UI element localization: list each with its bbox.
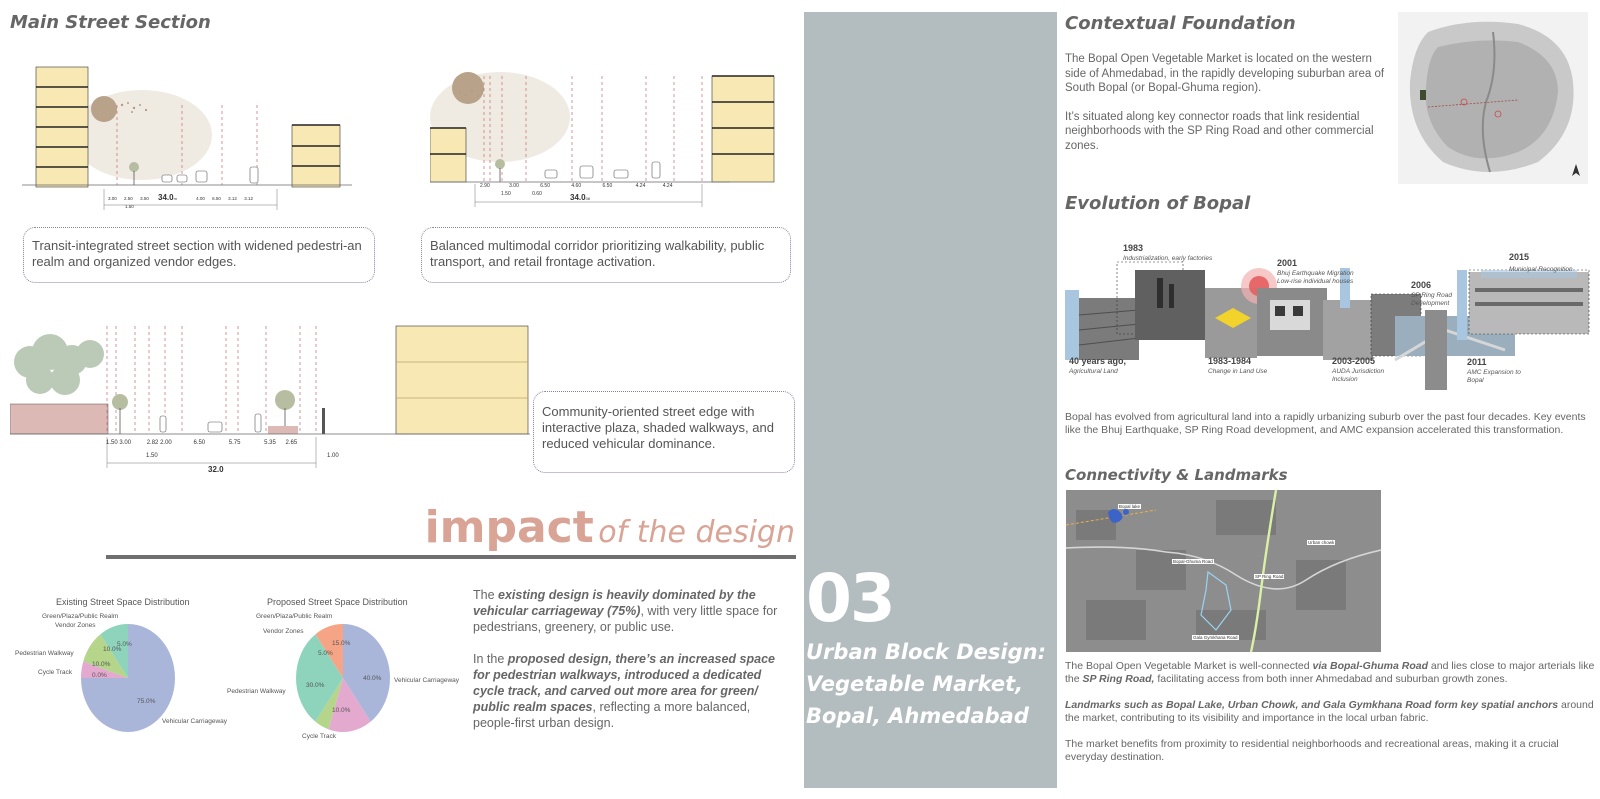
timeline-label-1: Industrialization, early factories	[1123, 255, 1213, 262]
pie-existing-label-ped: Pedestrian Walkway	[15, 650, 74, 657]
connectivity-paragraph-2	[1065, 699, 1595, 725]
dim: 3.50	[140, 196, 149, 201]
section-2-dims	[480, 183, 672, 189]
dim: 2.82	[146, 440, 159, 446]
contextual-heading: Contextual Foundation	[1065, 13, 1296, 34]
dim: 6.50	[540, 183, 550, 189]
main-street-heading: Main Street Section	[10, 12, 211, 33]
dim: 2.65	[285, 440, 298, 446]
emphasis: Landmarks such as Bopal Lake, Urban Chowk, and Gala Gymkhana Road form key spatial anchors	[1065, 699, 1559, 711]
emphasis: existing design is heavily dominated by the vehicular carriageway (75%)	[473, 588, 756, 618]
emphasis: SP Ring Road,	[1082, 673, 1155, 685]
dim: 2.90	[480, 183, 490, 189]
timeline-year-4: 2003-2005	[1332, 356, 1376, 366]
connectivity-text	[1065, 660, 1595, 764]
map-label-gala-gymkhana: Gala Gymkhana Road	[1193, 635, 1238, 640]
impact-heading-big: impact	[424, 502, 594, 553]
pie-existing-pct-cycle: 0.0%	[92, 672, 107, 679]
dim: 4.24	[662, 183, 673, 189]
pie-existing-pct-vehicular: 75.0%	[137, 698, 156, 705]
impact-heading-small: of the design	[598, 515, 795, 550]
pie-existing-label-vehicular: Vehicular Carriageway	[162, 718, 228, 725]
dim: 3.00	[108, 196, 117, 201]
caption-section-1: Transit-integrated street section with widened pedestri-an realm and organized vendor edges.	[23, 227, 375, 283]
dim: 5.35	[264, 440, 276, 446]
timeline-label-6: AMC Expansion to Bopal	[1467, 369, 1521, 384]
pie-existing-pct-vendor: 10.0%	[103, 646, 122, 653]
dim: 6.50	[602, 183, 613, 189]
dim: 5.75	[228, 440, 241, 446]
section-3-total: 32.0	[208, 465, 224, 474]
timeline-label-3: Bhuj Earthquake Migration Low-rise individual houses	[1277, 270, 1354, 285]
pie-proposed-label-vehicular: Vehicular Carriageway	[394, 677, 460, 684]
pie-proposed-label-green: Green/Plaza/Public Realm	[256, 613, 333, 620]
text: , reflecting a more balanced, people-first urban design.	[473, 700, 751, 730]
emphasis: proposed design, there’s an increased space for pedestrian walkways, introduced a dedicated cycle track, and carved out more area for green/ public realm spaces	[473, 652, 775, 714]
dim: 2.50	[124, 196, 133, 201]
evolution-text: Bopal has evolved from agricultural land into a rapidly urbanizing suburb over the past four decades. Key events like the Bhuj Earthquake, SP Ring Road development, and AMC expansion accelerated this transformation.	[1065, 411, 1586, 436]
dim: 6.50	[193, 440, 206, 446]
dim: 6.50	[212, 196, 221, 201]
text: facilitating access from both inner Ahmedabad and suburban growth zones.	[1154, 673, 1508, 685]
pie-existing-label-cycle: Cycle Track	[38, 669, 72, 676]
map-label-bopal-ghuma: Bopal-Ghuma Road	[1173, 559, 1213, 564]
total-value: 34.0	[570, 193, 586, 202]
section-1-dim-small: 1.50	[125, 204, 134, 209]
timeline-label-2: Change in Land Use	[1208, 368, 1268, 375]
impact-paragraph-proposed	[473, 651, 793, 731]
dim: 4.24	[635, 183, 646, 189]
dim: 1.50	[501, 191, 511, 197]
pie-proposed-pct-ped: 30.0%	[306, 682, 325, 689]
text: around the market, contributing to its visibility and importance in the local urban fabric.	[1065, 699, 1594, 724]
evolution-heading: Evolution of Bopal	[1065, 193, 1251, 214]
street-section-3	[10, 322, 540, 472]
timeline-year-5: 2006	[1411, 280, 1432, 290]
timeline-label-5: SP Ring Road Development	[1411, 292, 1452, 307]
impact-paragraph-existing	[473, 587, 793, 635]
section-1-total	[158, 193, 177, 202]
contextual-paragraph-1: The Bopal Open Vegetable Market is located on the western side of Ahmedabad, in the rapidly developing suburban area of South Bopal (or Bopal-Ghuma region).	[1065, 53, 1385, 94]
timeline-year-7: 2015	[1509, 252, 1530, 262]
dim: 1.50	[106, 440, 118, 446]
timeline-year-1: 1983	[1123, 243, 1144, 253]
project-title: Urban Block Design: Vegetable Market, Bopal, Ahmedabad	[806, 640, 1046, 728]
section-2-total	[570, 193, 590, 202]
pie-existing-pct-ped: 10.0%	[92, 661, 111, 668]
connectivity-paragraph-3: The market benefits from proximity to residential neighborhoods and recreational areas, making it a crucial everyday destination.	[1065, 738, 1559, 763]
map-label-urban-chowk: Urban chowk	[1308, 540, 1335, 545]
section-1-dims	[108, 196, 253, 201]
timeline-label-4: AUDA Jurisdiction Inclusion	[1332, 368, 1385, 383]
connectivity-heading: Connectivity & Landmarks	[1065, 466, 1288, 484]
ahmedabad-map	[1398, 12, 1588, 184]
connectivity-map	[1066, 490, 1381, 652]
impact-description	[473, 587, 793, 731]
pie-proposed-title: Proposed Street Space Distribution	[267, 597, 408, 607]
impact-heading	[425, 502, 795, 553]
timeline-label-0: Agricultural Land	[1069, 368, 1118, 375]
section-3-dim-b: 1.00	[327, 453, 339, 459]
pie-proposed-label-ped: Pedestrian Walkway	[227, 688, 286, 695]
pie-existing-label-green: Green/Plaza/Public Realm	[42, 613, 119, 620]
timeline-year-0: 40 years ago,	[1069, 356, 1127, 366]
dim: 3.00	[119, 440, 132, 446]
emphasis: via Bopal-Ghuma Road	[1312, 660, 1428, 672]
pie-proposed-label-vendor: Vendor Zones	[263, 628, 304, 635]
pie-existing-title: Existing Street Space Distribution	[56, 597, 190, 607]
contextual-paragraph-2: It’s situated along key connector roads that link residential neighborhoods with the SP Ring Road and other commercial zones.	[1065, 110, 1374, 152]
caption-section-3: Community-oriented street edge with interactive plaza, shaded walkways, and reduced vehicular dominance.	[533, 391, 795, 473]
section-3-dim-a: 1.50	[146, 453, 158, 459]
text: , with very little space for pedestrians, greenery, or public use.	[473, 604, 778, 634]
street-section-2	[430, 62, 795, 212]
dim: 0.60	[532, 191, 542, 197]
impact-divider	[106, 555, 796, 559]
project-number: 03	[806, 560, 894, 637]
pie-proposed-pct-green: 15.0%	[332, 640, 351, 647]
total-suffix: 08	[585, 196, 591, 201]
text: and lies close to major arterials like the	[1065, 660, 1595, 685]
total-value: 34.0	[158, 193, 174, 202]
caption-section-2: Balanced multimodal corridor prioritizing walkability, public transport, and retail frontage activation.	[421, 227, 791, 283]
map-label-bopal-lake: Bopal lake	[1119, 504, 1141, 509]
pie-proposed-pct-vendor: 5.0%	[318, 650, 333, 657]
connectivity-paragraph-1	[1065, 660, 1595, 686]
section-2-dim-small	[501, 191, 542, 197]
pie-proposed-pct-vehicular: 40.0%	[363, 675, 382, 682]
dim: 2.00	[160, 440, 172, 446]
dim: 3.12	[244, 196, 253, 201]
pie-proposed-pct-cycle: 10.0%	[332, 707, 351, 714]
text: In the	[473, 652, 508, 666]
dim: 4.00	[196, 196, 205, 201]
timeline-year-6: 2011	[1467, 357, 1487, 367]
dim: 3.00	[509, 183, 519, 189]
street-section-1	[22, 55, 362, 215]
dim: 3.12	[228, 196, 237, 201]
contextual-text	[1065, 52, 1395, 153]
section-3-dims	[106, 440, 297, 446]
total-suffix: m	[173, 196, 177, 201]
timeline-year-2: 1983-1984	[1208, 356, 1252, 366]
pie-existing-label-vendor: Vendor Zones	[55, 622, 96, 629]
map-label-sp-ring: SP Ring Road	[1255, 574, 1284, 579]
pie-existing-pct-green: 5.0%	[117, 641, 132, 648]
pie-proposed-label-cycle: Cycle Track	[302, 733, 336, 740]
text: The	[473, 588, 499, 602]
timeline-year-3: 2001	[1277, 258, 1298, 268]
dim: 4.60	[571, 183, 582, 189]
timeline-label-7: Municipal Recognition	[1509, 266, 1573, 273]
text: The Bopal Open Vegetable Market is well-connected	[1065, 660, 1313, 672]
